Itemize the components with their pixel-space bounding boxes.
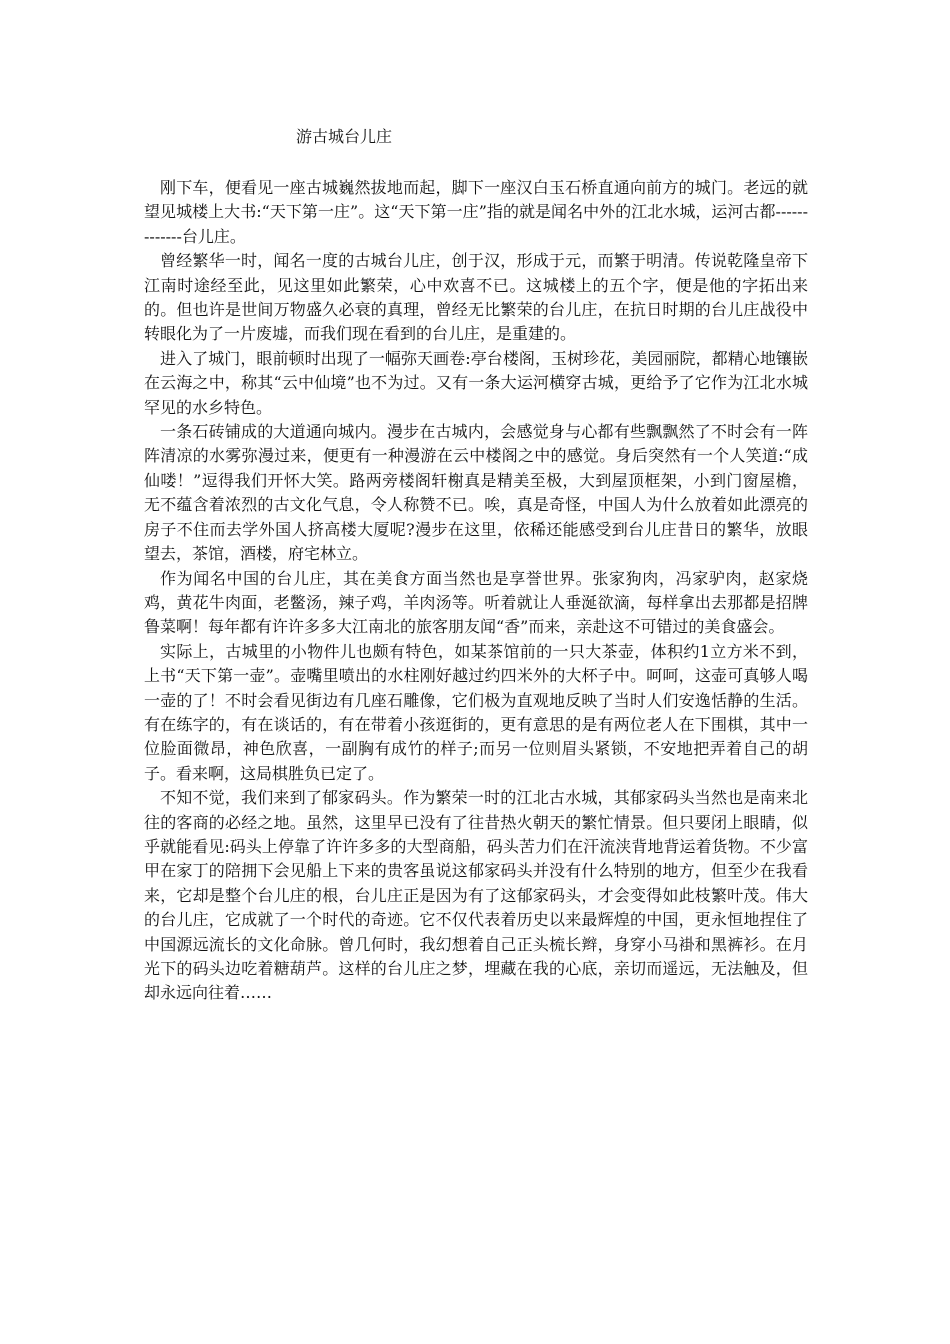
document-body [144,176,808,1006]
document-title: 游古城台儿庄 [296,127,393,146]
paragraph-2: 曾经繁华一时，闻名一度的古城台儿庄，创于汉，形成于元，而繁于明清。传说乾隆皇帝下江南时途经至此，见这里如此繁荣，心中欢喜不已。这城楼上的五个字，便是他的字拓出来的。但也许是世间万物盛久必衰的真理，曾经无比繁荣的台儿庄，在抗日时期的台儿庄战役中转眼化为了一片废墟，而我们现在看到的台儿庄，是重建的。 [144,251,808,344]
paragraph-5: 作为闻名中国的台儿庄，其在美食方面当然也是享誉世界。张家狗肉，冯家驴肉，赵家烧鸡，黄花牛肉面，老鳖汤，辣子鸡，羊肉汤等。听着就让人垂涎欲滴，每样拿出去那都是招牌鲁菜啊！每年都有许许多多大江南北的旅客朋友闻“香”而来，亲赴这不可错过的美食盛会。 [144,568,808,637]
paragraph-6: 实际上，古城里的小物件儿也颇有特色，如某茶馆前的一只大茶壶，体积约1立方米不到，上书“天下第一壶”。壶嘴里喷出的水柱刚好越过约四米外的大杯子中。呵呵，这壶可真够人喝一壶的了！不时会看见街边有几座石雕像，它们极为直观地反映了当时人们安逸恬静的生活。有在练字的，有在谈话的，有在带着小孩逛街的，更有意思的是有两位老人在下围棋，其中一位脸面微昂，神色欣喜，一副胸有成竹的样子;而另一位则眉头紧锁，不安地把弄着自己的胡子。看来啊，这局棋胜负已定了。 [144,641,808,783]
paragraph-7: 不知不觉，我们来到了郁家码头。作为繁荣一时的江北古水城，其郁家码头当然也是南来北往的客商的必经之地。虽然，这里早已没有了往昔热火朝天的繁忙情景。但只要闭上眼睛，似乎就能看见:码头上停靠了许许多多的大型商船，码头苦力们在汗流浃背地背运着货物。不少富甲在家丁的陪拥下会见船上下来的贵客虽说这郁家码头并没有什么特别的地方，但至少在我看来，它却是整个台儿庄的根，台儿庄正是因为有了这郁家码头，才会变得如此枝繁叶茂。伟大的台儿庄，它成就了一个时代的奇迹。它不仅代表着历史以来最辉煌的中国，更永恒地捏住了中国源远流长的文化命脉。曾几何时，我幻想着自己正头梳长辫，身穿小马褂和黑裤衫。在月光下的码头边吃着糖葫芦。这样的台儿庄之梦，埋藏在我的心底，亲切而遥远，无法触及，但却永远向往着…… [144,788,808,1003]
paragraph-3: 进入了城门，眼前顿时出现了一幅弥天画卷:亭台楼阁，玉树珍花，美园丽院，都精心地镶嵌在云海之中，称其“云中仙境”也不为过。又有一条大运河横穿古城，更给予了它作为江北水城罕见的水乡特色。 [144,348,808,417]
paragraph-1: 刚下车，便看见一座古城巍然拔地而起，脚下一座汉白玉石桥直通向前方的城门。老远的就望见城楼上大书:“天下第一庄”。这“天下第一庄”指的就是闻名中外的江北水城，运河古都-------------台儿庄。 [144,178,808,246]
paragraph-4: 一条石砖铺成的大道通向城内。漫步在古城内，会感觉身与心都有些飘飘然了不时会有一阵阵清凉的水雾弥漫过来，便更有一种漫游在云中楼阁之中的感觉。身后突然有一个人笑道:“成仙喽！”逗得我们开怀大笑。路两旁楼阁轩榭真是精美至极，大到屋顶框架，小到门窗屋檐，无不蕴含着浓烈的古文化气息，令人称赞不已。唉，真是奇怪，中国人为什么放着如此漂亮的房子不住而去学外国人挤高楼大厦呢?漫步在这里，依稀还能感受到台儿庄昔日的繁华，放眼望去，茶馆，酒楼，府宅林立。 [144,422,808,564]
